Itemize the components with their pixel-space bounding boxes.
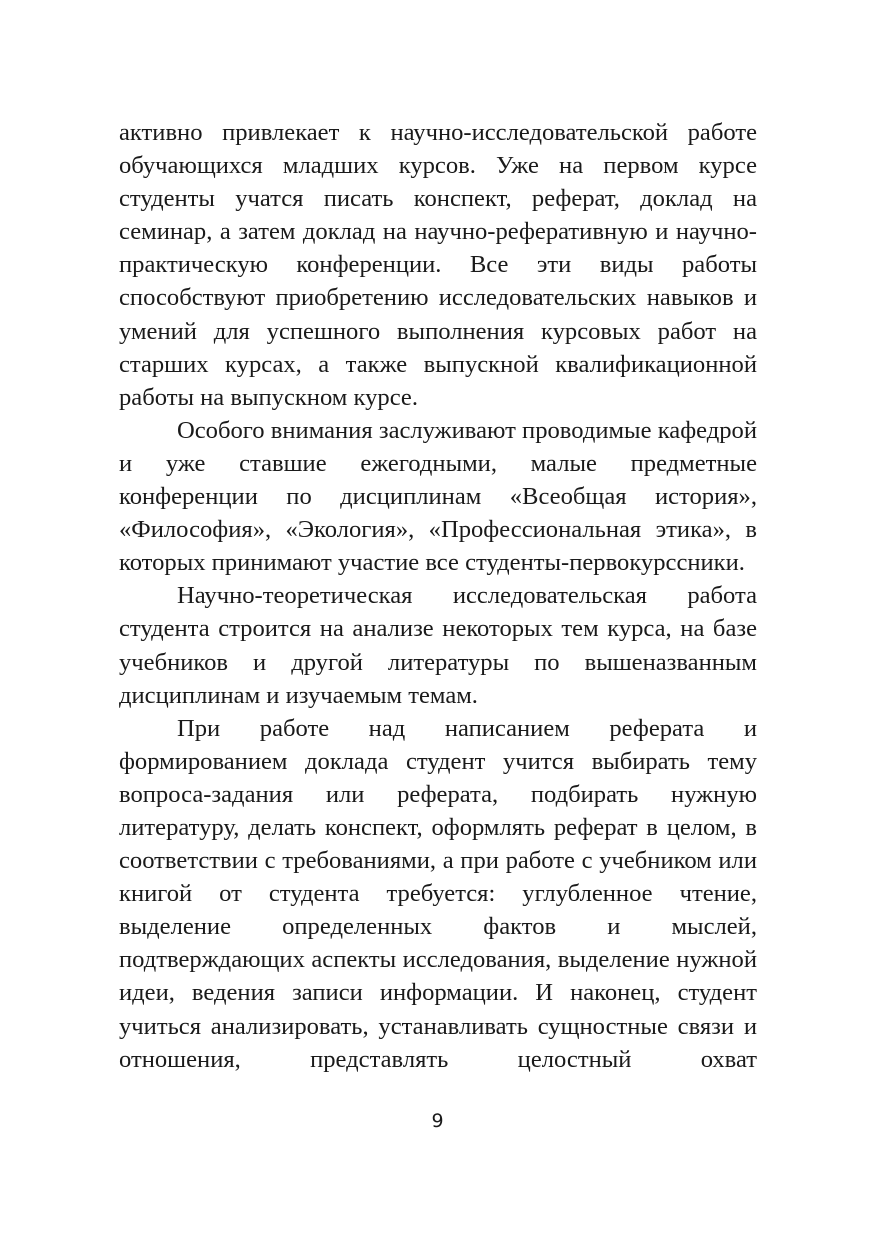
paragraph-4: При работе над написанием реферата и формированием доклада студент учится выбирать тему вопроса-задания или реферата, подбирать нужную литературу, делать конспект, оформлять реферат в целом, в соответствии с требованиями, а при работе с учебником или книгой от студента требуется: углубленное чтение, выделение определенных фактов и мыслей, подтверждающих аспекты исследования, выделение нужной идеи, ведения записи информации. И наконец, студент учиться анализировать, устанавливать сущностные связи и отношения, представлять целостный охват: [119, 714, 757, 1073]
page-number: 9: [431, 1110, 444, 1132]
paragraph-1: активно привлекает к научно-исследовательской работе обучающихся младших курсов. Уже на первом курсе студенты учатся писать конспект, реферат, доклад на семинар, а затем доклад на научно-реферативную и научно-практическую конференции. Все эти виды работы способствуют приобретению исследовательских навыков и умений для успешного выполнения курсовых работ на старших курсах, а также выпускной квалификационной работы на выпускном курсе.: [119, 119, 757, 411]
paragraph-2: Особого внимания заслуживают проводимые кафедрой и уже ставшие ежегодными, малые предметные конференции по дисциплинам «Всеобщая история», «Философия», «Экология», «Профессиональная этика», в которых принимают участие все студенты-первокурссники.: [119, 416, 757, 577]
body-text: [119, 116, 757, 1076]
paragraph-3: Научно-теоретическая исследовательская работа студента строится на анализе некоторых тем курса, на базе учебников и другой литературы по вышеназванным дисциплинам и изучаемым темам.: [119, 582, 757, 709]
